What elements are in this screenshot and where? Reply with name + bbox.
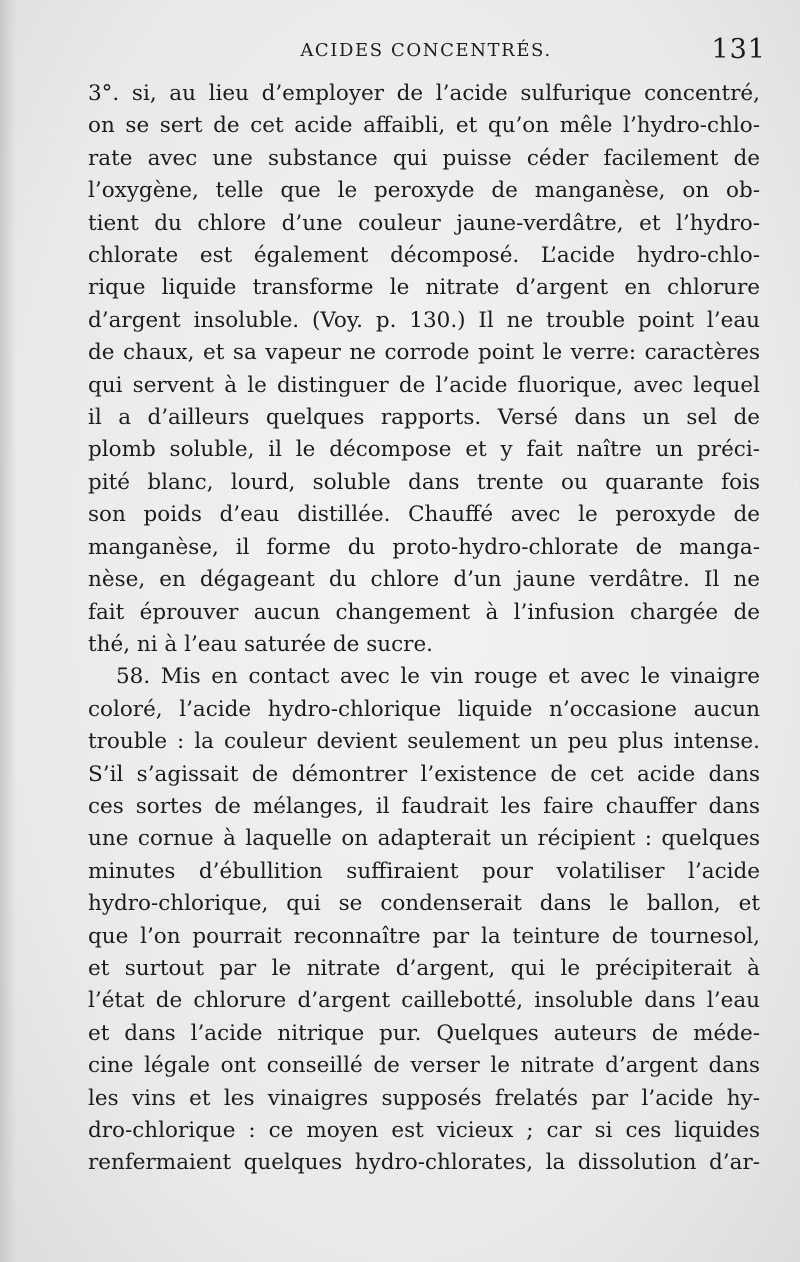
text-line: rate avec une substance qui puisse céder facilement de bbox=[88, 145, 760, 171]
text-line: dro-chlorique : ce moyen est vicieux ; car si ces liquides bbox=[88, 1118, 760, 1143]
text-line: coloré, l’acide hydro-chlorique liquide n’occasione aucun bbox=[88, 696, 760, 722]
text-line: renfermaient quelques hydro-chlorates, la dissolution d’ar- bbox=[88, 1150, 760, 1176]
text-line: que l’on pourrait reconnaître par la teinture de tournesol, bbox=[88, 923, 760, 949]
text-line: ces sortes de mélanges, il faudrait les faire chauffer dans bbox=[88, 793, 760, 819]
text-line: S’il s’agissait de démontrer l’existence de cet acide dans bbox=[88, 761, 760, 787]
text-line: hydro-chlorique, qui se condenserait dans le ballon, et bbox=[88, 891, 760, 917]
page-edge-shadow bbox=[0, 0, 16, 1262]
text-line: qui servent à le distinguer de l’acide fluorique, avec lequel bbox=[88, 372, 760, 398]
paragraph-first-line: 58. Mis en contact avec le vin rouge et avec le vinaigre bbox=[116, 664, 760, 690]
text-line: on se sert de cet acide affaibli, et qu’on mêle l’hydro-chlo- bbox=[88, 113, 760, 139]
text-line: trouble : la couleur devient seulement un peu plus intense. bbox=[88, 729, 760, 755]
text-line: fait éprouver aucun changement à l’infusion chargée de bbox=[88, 599, 760, 625]
text-line: l’état de chlorure d’argent caillebotté, insoluble dans l’eau bbox=[88, 988, 760, 1014]
text-line: une cornue à laquelle on adapterait un récipient : quelques bbox=[88, 826, 760, 852]
text-line: cine légale ont conseillé de verser le nitrate d’argent dans bbox=[88, 1053, 760, 1079]
text-line: l’oxygène, telle que le peroxyde de manganèse, on ob- bbox=[88, 178, 760, 204]
text-line: et surtout par le nitrate d’argent, qui le précipiterait à bbox=[88, 955, 760, 981]
text-line: rique liquide transforme le nitrate d’argent en chlorure bbox=[88, 275, 760, 301]
running-head: ACIDES CONCENTRÉS. bbox=[300, 40, 552, 61]
page-number: 131 bbox=[711, 34, 766, 65]
text-line: d’argent insoluble. (Voy. p. 130.) Il ne trouble point l’eau bbox=[88, 307, 760, 333]
text-line: de chaux, et sa vapeur ne corrode point le verre: caractères bbox=[88, 340, 760, 366]
text-line: manganèse, il forme du proto-hydro-chlorate de manga- bbox=[88, 534, 760, 560]
text-line: 3°. si, au lieu d’employer de l’acide sulfurique concentré, bbox=[88, 81, 760, 106]
text-line: plomb soluble, il le décompose et y fait naître un préci- bbox=[88, 437, 760, 463]
text-line: tient du chlore d’une couleur jaune-verdâtre, et l’hydro- bbox=[88, 210, 760, 236]
paragraph-last-line: thé, ni à l’eau saturée de sucre. bbox=[88, 631, 433, 657]
text-line: son poids d’eau distillée. Chauffé avec le peroxyde de bbox=[88, 502, 760, 528]
text-line: minutes d’ébullition suffiraient pour volatiliser l’acide bbox=[88, 858, 760, 884]
text-line: les vins et les vinaigres supposés frelatés par l’acide hy- bbox=[88, 1085, 760, 1111]
page-header bbox=[86, 34, 766, 70]
text-line: nèse, en dégageant du chlore d’un jaune verdâtre. Il ne bbox=[88, 567, 760, 593]
text-line: il a d’ailleurs quelques rapports. Versé dans un sel de bbox=[88, 405, 760, 431]
text-line: et dans l’acide nitrique pur. Quelques auteurs de méde- bbox=[88, 1020, 760, 1046]
text-line: pité blanc, lourd, soluble dans trente ou quarante fois bbox=[88, 469, 760, 495]
text-line: chlorate est également décomposé. L’acide hydro-chlo- bbox=[88, 243, 760, 269]
body-text bbox=[88, 78, 760, 1180]
